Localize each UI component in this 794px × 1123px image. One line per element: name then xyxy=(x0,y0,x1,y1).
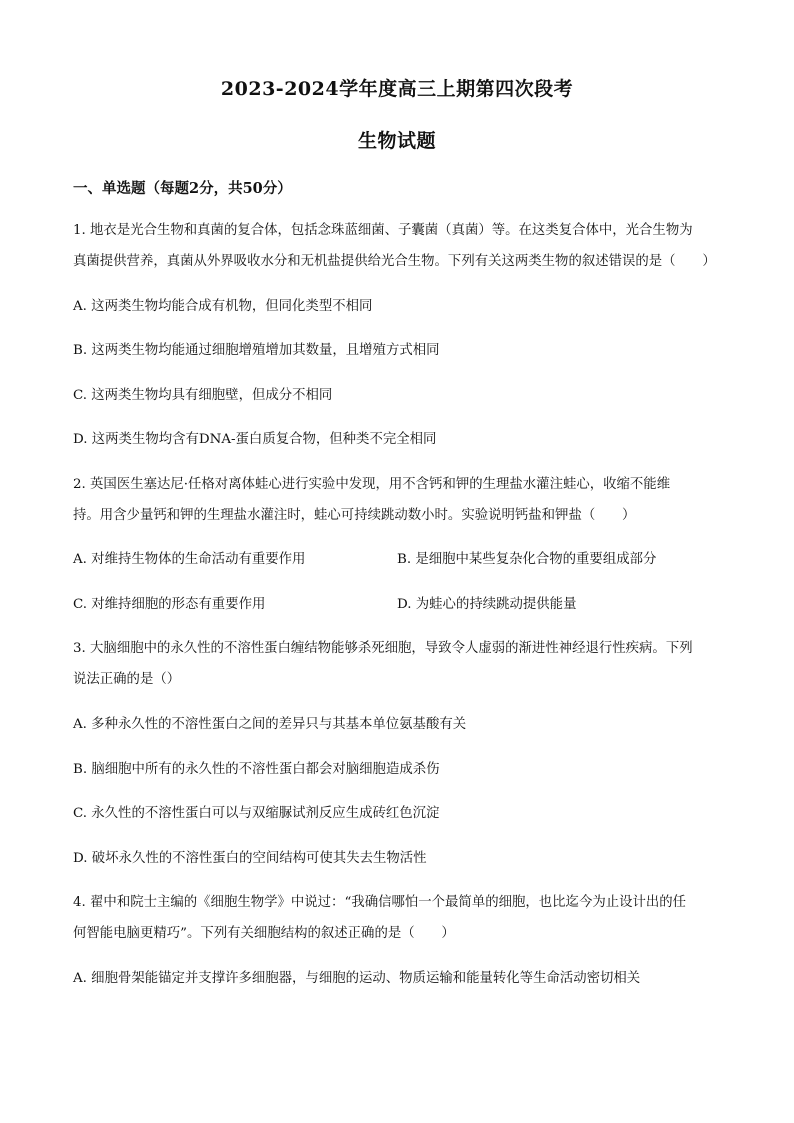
question-3-option-c: C. 永久性的不溶性蛋白可以与双缩脲试剂反应生成砖红色沉淀 xyxy=(73,806,440,821)
subject-title: 生物试题 xyxy=(357,130,436,152)
question-2-option-a: A. 对维持生物体的生命活动有重要作用 xyxy=(73,552,306,567)
question-1-option-a: A. 这两类生物均能合成有机物，但同化类型不相同 xyxy=(73,299,373,314)
question-3-option-a: A. 多种永久性的不溶性蛋白之间的差异只与其基本单位氨基酸有关 xyxy=(73,717,467,732)
question-1-option-b: B. 这两类生物均能通过细胞增殖增加其数量，且增殖方式相同 xyxy=(73,343,440,358)
question-2-stem-line-1: 2. 英国医生塞达尼·任格对离体蛙心进行实验中发现，用不含钙和钾的生理盐水灌注蛙心，收缩不能维 xyxy=(73,477,671,492)
question-2-option-d: D. 为蛙心的持续跳动提供能量 xyxy=(397,597,577,612)
question-1-stem-line-2: 真菌提供营养，真菌从外界吸收水分和无机盐提供给光合生物。下列有关这两类生物的叙述错误的是（ ） xyxy=(73,254,716,269)
question-3-option-d: D. 破坏永久性的不溶性蛋白的空间结构可使其失去生物活性 xyxy=(73,851,427,866)
question-2-stem-line-2: 持。用含少量钙和钾的生理盐水灌注时，蛙心可持续跳动数小时。实验说明钙盐和钾盐（ ） xyxy=(73,508,636,523)
question-2-option-c: C. 对维持细胞的形态有重要作用 xyxy=(73,597,266,612)
question-2-option-b: B. 是细胞中某些复杂化合物的重要组成部分 xyxy=(397,552,657,567)
question-4-stem-line-2: 何智能电脑更精巧”。下列有关细胞结构的叙述正确的是（ ） xyxy=(73,926,455,941)
question-3-stem-line-1: 3. 大脑细胞中的永久性的不溶性蛋白缠结物能够杀死细胞，导致令人虚弱的渐进性神经退行性疾病。下列 xyxy=(73,641,693,656)
exam-title: 2023-2024学年度高三上期第四次段考 xyxy=(220,78,574,100)
question-1-option-d: D. 这两类生物均含有DNA-蛋白质复合物，但种类不完全相同 xyxy=(73,432,437,447)
section-heading: 一、单选题（每题2分，共50分） xyxy=(73,180,292,197)
question-4-stem-line-1: 4. 翟中和院士主编的《细胞生物学》中说过：“我确信哪怕一个最简单的细胞，也比迄今为止设计出的任 xyxy=(73,895,687,910)
question-1-stem-line-1: 1. 地衣是光合生物和真菌的复合体，包括念珠蓝细菌、子囊菌（真菌）等。在这类复合体中，光合生物为 xyxy=(73,223,693,238)
question-3-stem-line-2: 说法正确的是（） xyxy=(73,672,181,687)
question-1-option-c: C. 这两类生物均具有细胞壁，但成分不相同 xyxy=(73,388,333,403)
question-3-option-b: B. 脑细胞中所有的永久性的不溶性蛋白都会对脑细胞造成杀伤 xyxy=(73,762,440,777)
question-4-option-a: A. 细胞骨架能锚定并支撑许多细胞器，与细胞的运动、物质运输和能量转化等生命活动密切相关 xyxy=(73,971,641,986)
